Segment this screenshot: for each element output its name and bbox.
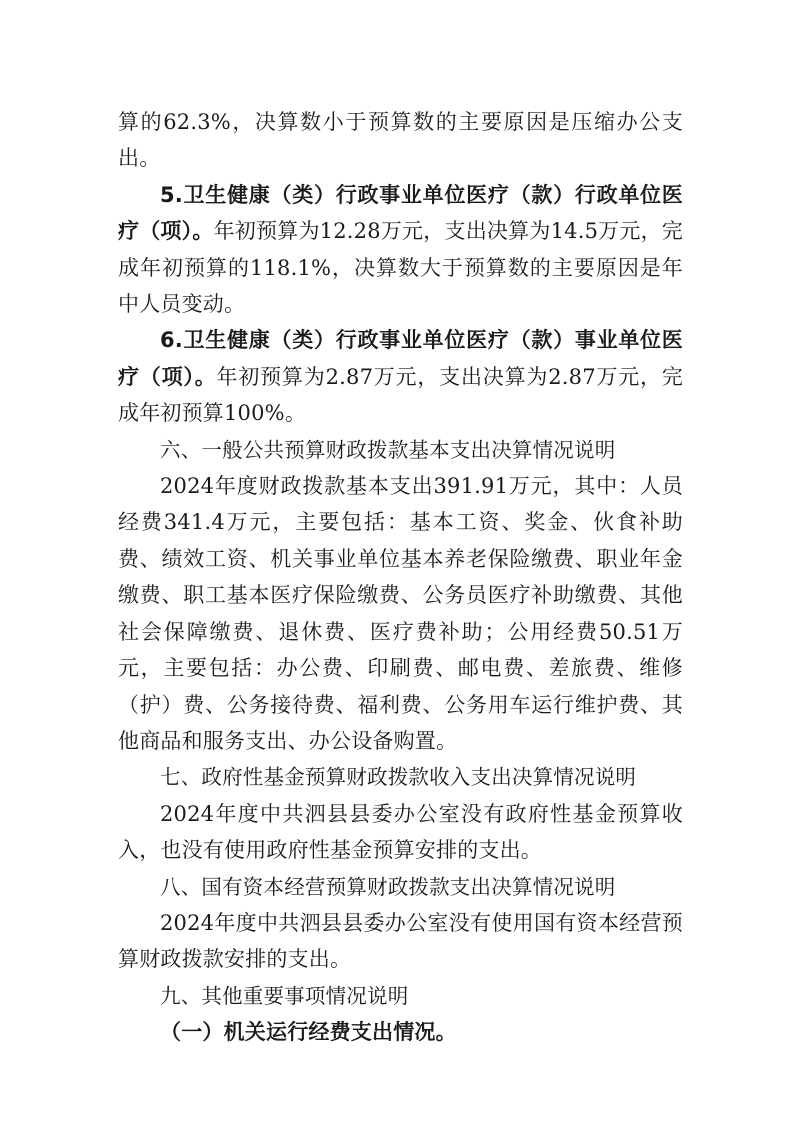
paragraph-basic-expenditure: 2024年度财政拨款基本支出391.91万元，其中：人员经费341.4万元，主要包括：基本工资、奖金、伙食补助费、绩效工资、机关事业单位基本养老保险缴费、职业年金缴费、职工基本医疗保险缴费、公务员医疗补助缴费、其他社会保障缴费、退休费、医疗费补助；公用经费50.51万元，主要包括：办公费、印刷费、邮电费、差旅费、维修（护）费、公务接待费、福利费、公务用车运行维护费、其他商品和服务支出、办公设备购置。 [118,474,683,753]
paragraph-government-fund: 2024年度中共泗县县委办公室没有政府性基金预算收入，也没有使用政府性基金预算安排的支出。 [118,801,683,863]
section-heading-8: 八、国有资本经营预算财政拨款支出决算情况说明 [160,874,616,899]
section-heading-7: 七、政府性基金预算财政拨款收入支出决算情况说明 [160,765,637,790]
subsection-heading-9-1: （一）机关运行经费支出情况。 [160,1020,457,1045]
section-heading-9: 九、其他重要事项情况说明 [160,983,409,1008]
paragraph-item-5 [118,177,683,323]
document-body [118,104,683,1051]
item-5-heading: 5.卫生健康（类）行政事业单位医疗（款）行政单位医疗（项）。 [118,182,683,244]
paragraph-state-capital: 2024年度中共泗县县委办公室没有使用国有资本经营预算财政拨款安排的支出。 [118,910,683,972]
item-6-heading: 6.卫生健康（类）行政事业单位医疗（款）事业单位医疗（项）。 [118,328,683,389]
paragraph-continuation: 算的62.3%，决算数小于预算数的主要原因是压缩办公支出。 [118,110,683,171]
item-6-text: 年初预算为2.87万元，支出决算为2.87万元，完成年初预算100%。 [118,364,684,426]
section-heading-6: 六、一般公共预算财政拨款基本支出决算情况说明 [160,437,616,462]
item-5-text: 年初预算为12.28万元，支出决算为14.5万元，完成年初预算的118.1%，决算数大于预算数的主要原因是年中人员变动。 [118,219,683,317]
paragraph-item-6 [118,322,683,431]
